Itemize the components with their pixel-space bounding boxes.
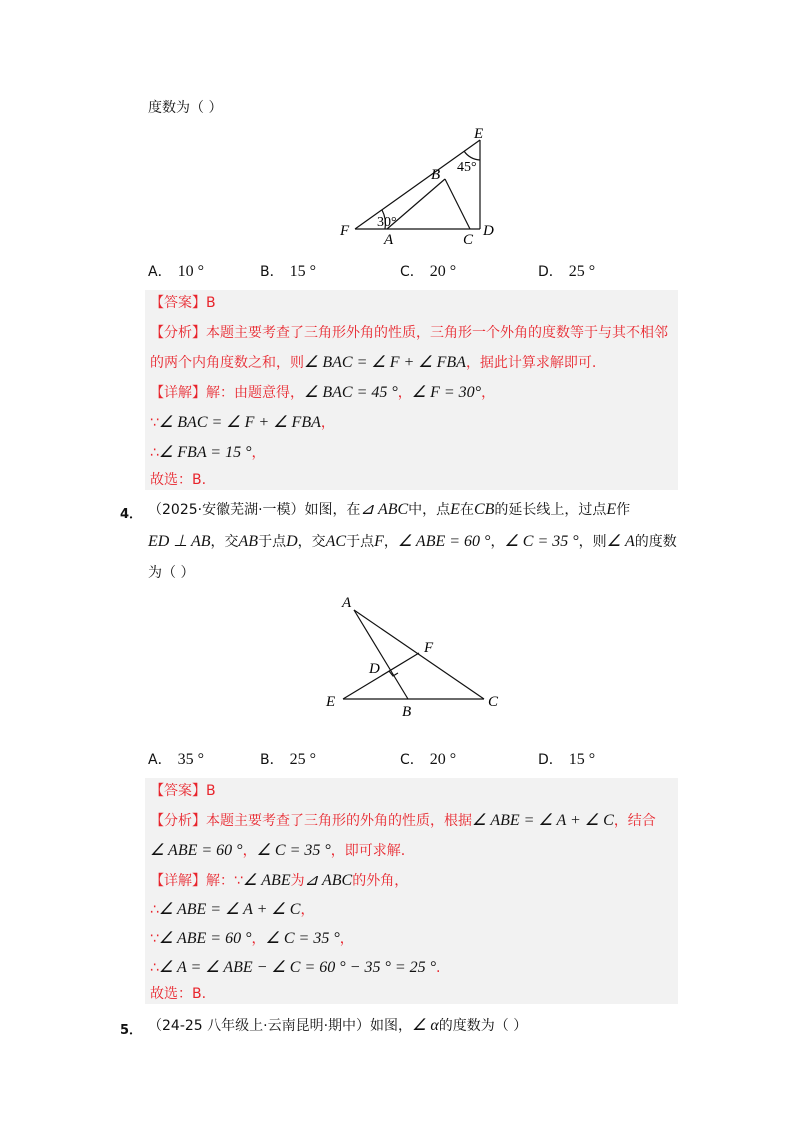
q4-stem-line2: ED ⊥ AB，交AB于点D，交AC于点F，∠ ABE = 60 °，∠ C = 35 °，则∠ A的度数	[148, 533, 677, 550]
q4-answer: 【答案】B	[150, 783, 216, 799]
q3-label-angle-f: 30°	[377, 215, 397, 230]
q4-figure	[318, 588, 518, 720]
q4-stem-line3: 为（ ）	[148, 565, 195, 581]
q4-label-d: D	[369, 661, 380, 677]
q3-detail-line2: ∵∠ BAC = ∠ F + ∠ FBA，	[150, 414, 335, 431]
q4-label-e: E	[326, 694, 336, 710]
q3-label-angle-e: 45°	[457, 160, 477, 175]
q3-option-a: A． 10 °	[148, 263, 204, 280]
q4-detail-line2: ∴∠ ABE = ∠ A + ∠ C，	[150, 901, 315, 918]
q3-label-f: F	[340, 223, 350, 239]
q4-label-a: A	[342, 595, 352, 611]
q4-analysis-line2: ∠ ABE = 60 °，∠ C = 35 °，即可求解.	[150, 842, 406, 859]
q5-stem: （24-25 八年级上·云南昆明·期中）如图，∠ α的度数为（ ）	[148, 1017, 528, 1034]
q4-detail-line4: ∴∠ A = ∠ ABE − ∠ C = 60 ° − 35 ° = 25 °.	[150, 959, 441, 976]
q4-option-a: A． 35 °	[148, 751, 204, 768]
q4-solution-box	[145, 778, 678, 1004]
q3-label-c: C	[463, 232, 474, 247]
q3-label-d: D	[483, 223, 494, 239]
q3-detail-line3: ∴∠ FBA = 15 °，	[150, 444, 266, 461]
q3-answer: 【答案】B	[150, 295, 216, 311]
q3-label-e: E	[474, 126, 484, 142]
q5-number: 5．	[120, 1023, 143, 1038]
q3-option-b: B． 15 °	[260, 263, 317, 280]
q4-analysis-line1: 【分析】本题主要考查了三角形的外角的性质，根据∠ ABE = ∠ A + ∠ C，结合	[150, 812, 656, 829]
q3-analysis-line2: 的两个内角度数之和，则∠ BAC = ∠ F + ∠ FBA，据此计算求解即可.	[150, 354, 597, 371]
q3-detail-line1: 【详解】解：由题意得，∠ BAC = 45 °，∠ F = 30°，	[150, 384, 496, 401]
q3-option-c: C． 20 °	[400, 263, 457, 280]
q4-conclusion: 故选：B.	[150, 986, 207, 1002]
q4-label-f: F	[424, 640, 434, 656]
q3-solution-box	[145, 290, 678, 490]
q3-conclusion: 故选：B.	[150, 472, 207, 488]
q4-option-d: D． 15 °	[538, 751, 596, 768]
q3-label-b: B	[431, 167, 441, 183]
q3-stem-tail: 度数为（ ）	[148, 100, 223, 116]
q4-label-b: B	[402, 704, 412, 720]
q3-label-a: A	[384, 232, 394, 247]
q4-option-c: C． 20 °	[400, 751, 457, 768]
q3-figure	[335, 122, 515, 247]
q4-detail-line3: ∵∠ ABE = 60 °，∠ C = 35 °，	[150, 930, 354, 947]
q4-label-c: C	[488, 694, 499, 710]
q4-option-b: B． 25 °	[260, 751, 317, 768]
q3-option-d: D． 25 °	[538, 263, 596, 280]
q4-detail-line1: 【详解】解：∵∠ ABE为⊿ ABC的外角，	[150, 872, 409, 889]
q4-stem-line1: （2025·安徽芜湖·一模）如图，在⊿ ABC中，点E在CB的延长线上，过点E作	[148, 501, 631, 518]
q4-number: 4．	[120, 507, 143, 522]
q3-analysis-line1: 【分析】本题主要考查了三角形外角的性质，三角形一个外角的度数等于与其不相邻	[150, 325, 668, 341]
